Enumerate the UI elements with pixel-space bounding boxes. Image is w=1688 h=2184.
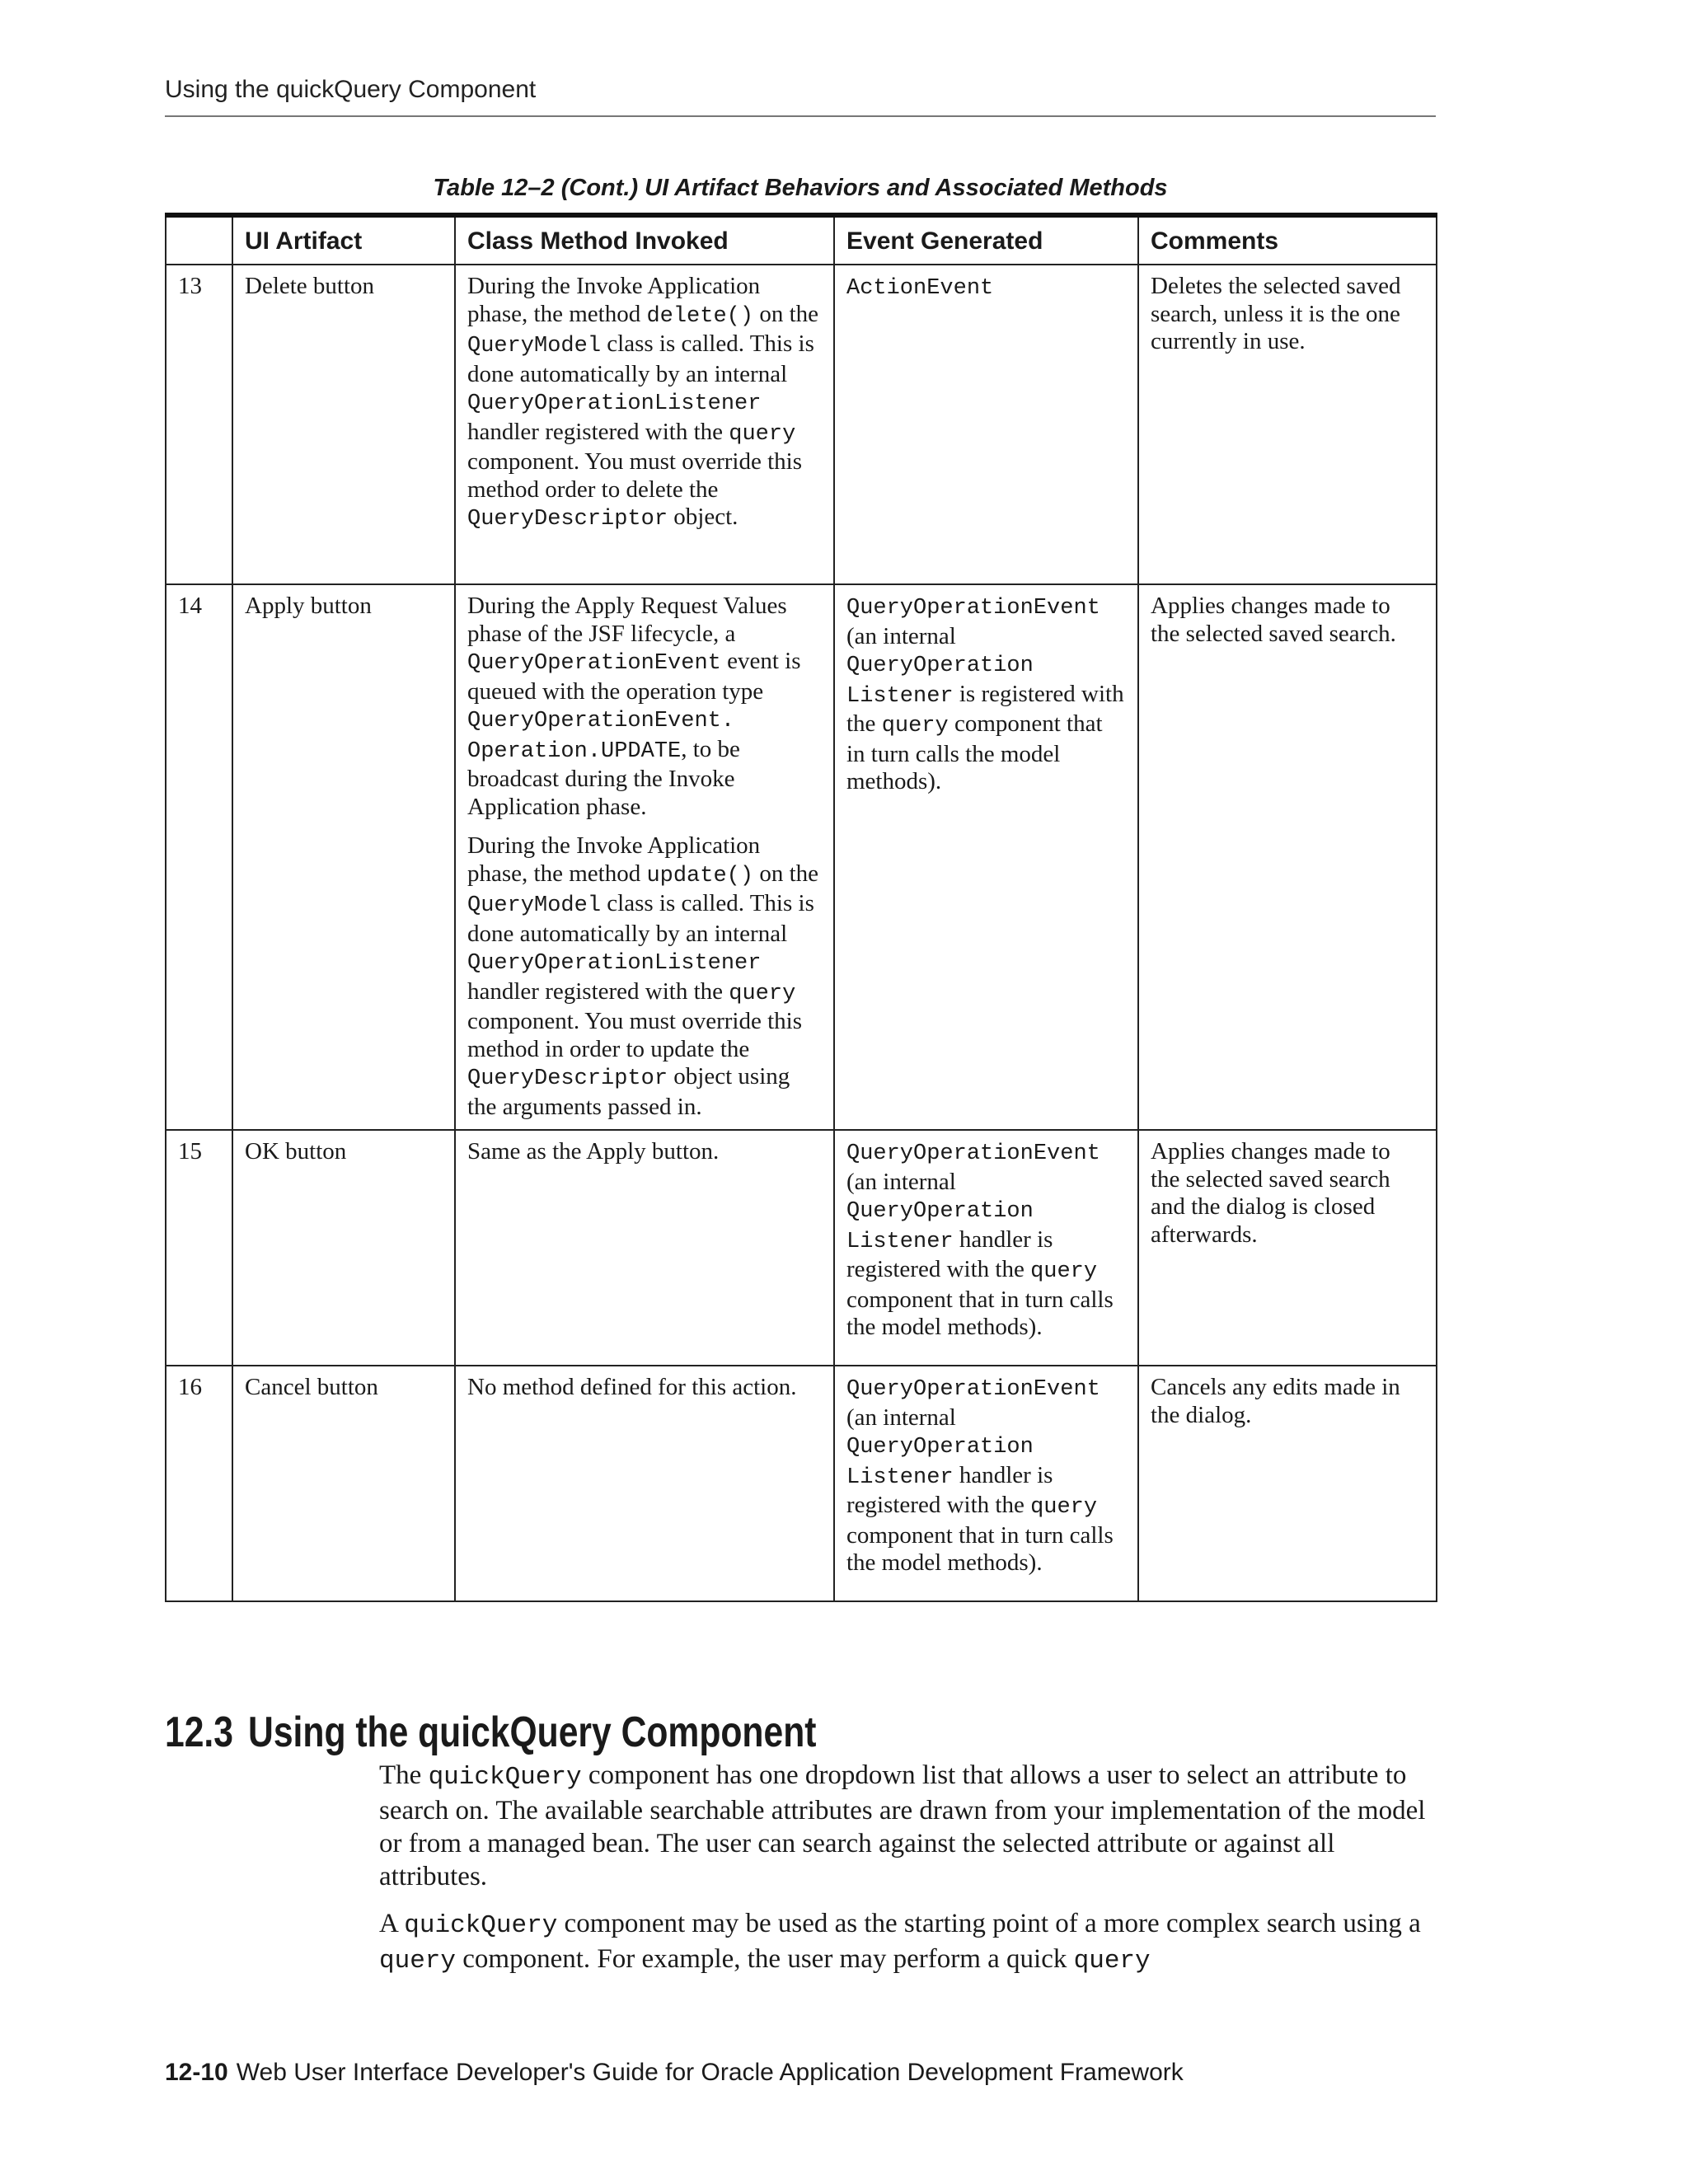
section-heading [165, 1708, 816, 1757]
code-term: query [729, 421, 796, 447]
code-term: quickQuery [428, 1763, 582, 1792]
code-term: delete() [646, 303, 754, 329]
code-term: QueryDescriptor [467, 507, 668, 532]
code-term: query [881, 714, 949, 738]
code-term: Listener [846, 1229, 954, 1254]
section-number: 12.3 [165, 1708, 233, 1756]
col-header-ui-artifact: UI Artifact [232, 215, 455, 265]
row-event: QueryOperationEvent (an internal QueryOperation Listener handler is registered with the query component that in turn calls the model methods). [834, 1130, 1138, 1366]
row-event [834, 265, 1138, 584]
table-header-row [166, 215, 1437, 265]
code-term: QueryOperationEvent [846, 596, 1100, 621]
row-ui-artifact: Apply button [232, 584, 455, 1130]
section-title: Using the quickQuery Component [248, 1708, 817, 1756]
code-term: ActionEvent [846, 276, 994, 301]
row-comments: Deletes the selected saved search, unless it is the one currently in use. [1138, 265, 1437, 584]
code-term: QueryOperationListener [467, 391, 762, 416]
code-term: QueryOperation [846, 1435, 1034, 1460]
row-event: QueryOperationEvent (an internal QueryOperation Listener is registered with the query component that in turn calls the model methods). [834, 584, 1138, 1130]
row-class-method [455, 265, 834, 584]
code-term: Listener [846, 1465, 954, 1490]
row-number: 13 [166, 265, 232, 584]
body-paragraph: The quickQuery component has one dropdown list that allows a user to select an attribute to search on. The available searchable attributes are drawn from your implementation of the model or from a managed bean. The user can search against the selected attribute or against all attributes. [379, 1760, 1426, 1891]
row-event: QueryOperationEvent (an internal QueryOperation Listener handler is registered with the query component that in turn calls the model methods). [834, 1366, 1138, 1601]
code-term: QueryModel [467, 893, 602, 918]
code-term: Listener [846, 683, 954, 709]
method-paragraph: Same as the Apply button. [467, 1138, 720, 1165]
col-header-number [166, 215, 232, 265]
row-ui-artifact: OK button [232, 1130, 455, 1366]
col-header-event: Event Generated [834, 215, 1138, 265]
code-term: QueryModel [467, 334, 602, 359]
table-row [166, 265, 1437, 584]
code-term: QueryOperationEvent [846, 1141, 1100, 1166]
code-term: QueryOperationEvent [846, 1377, 1100, 1402]
code-term: quickQuery [404, 1911, 558, 1940]
book-title: Web User Interface Developer's Guide for Oracle Application Development Framework [236, 2059, 1184, 2086]
row-number: 16 [166, 1366, 232, 1601]
page-number: 12-10 [165, 2059, 228, 2086]
code-term: Operation.UPDATE [467, 738, 682, 764]
code-term: query [1030, 1495, 1098, 1520]
page-footer [165, 2059, 1184, 2087]
method-paragraph: No method defined for this action. [467, 1374, 797, 1400]
header-rule [165, 115, 1436, 117]
table-row [166, 584, 1437, 1130]
table-caption: Table 12–2 (Cont.) UI Artifact Behaviors and Associated Methods [433, 175, 1168, 201]
body-paragraph: A quickQuery component may be used as the starting point of a more complex search using a query component. For example, the user may perform a quick query [379, 1909, 1421, 1975]
row-number: 15 [166, 1130, 232, 1366]
code-term: query [379, 1947, 457, 1975]
row-class-method [455, 584, 834, 1130]
col-header-comments: Comments [1138, 215, 1437, 265]
row-comments: Cancels any edits made in the dialog. [1138, 1366, 1437, 1601]
row-class-method [455, 1366, 834, 1601]
code-term: QueryOperationEvent [467, 651, 721, 676]
ui-artifact-table [165, 213, 1437, 1602]
table-row [166, 1130, 1437, 1366]
row-ui-artifact: Cancel button [232, 1366, 455, 1601]
code-term: query [729, 981, 796, 1006]
method-paragraph: During the Invoke Application phase, the method update() on the QueryModel class is called. This is done automatically by an internal QueryOperationListener handler registered with the query component. You must override this method in order to update the QueryDescriptor object using the arguments passed in. [467, 832, 819, 1120]
code-term: QueryOperation [846, 654, 1034, 678]
code-term: QueryOperation [846, 1199, 1034, 1224]
method-paragraph: During the Invoke Application phase, the method delete() on the QueryModel class is called. This is done automatically by an internal QueryOperationListener handler registered with the query component. You must override this method order to delete the QueryDescriptor object. [467, 273, 819, 532]
code-term: query [1073, 1947, 1151, 1975]
row-number: 14 [166, 584, 232, 1130]
code-term: QueryOperationListener [467, 951, 762, 976]
code-term: update() [646, 863, 754, 888]
code-term: query [1030, 1259, 1098, 1284]
code-term: QueryOperationEvent. [467, 709, 735, 733]
row-comments: Applies changes made to the selected saved search. [1138, 584, 1437, 1130]
code-term: QueryDescriptor [467, 1066, 668, 1091]
table-body [166, 265, 1437, 1601]
running-head: Using the quickQuery Component [165, 76, 537, 103]
row-comments: Applies changes made to the selected saved search and the dialog is closed afterwards. [1138, 1130, 1437, 1366]
table-row [166, 1366, 1437, 1601]
method-paragraph: During the Apply Request Values phase of the JSF lifecycle, a QueryOperationEvent event is queued with the operation type QueryOperationEvent. Operation.UPDATE, to be broadcast during the Invoke Application phase. [467, 593, 801, 820]
row-class-method [455, 1130, 834, 1366]
col-header-class-method: Class Method Invoked [455, 215, 834, 265]
row-ui-artifact: Delete button [232, 265, 455, 584]
